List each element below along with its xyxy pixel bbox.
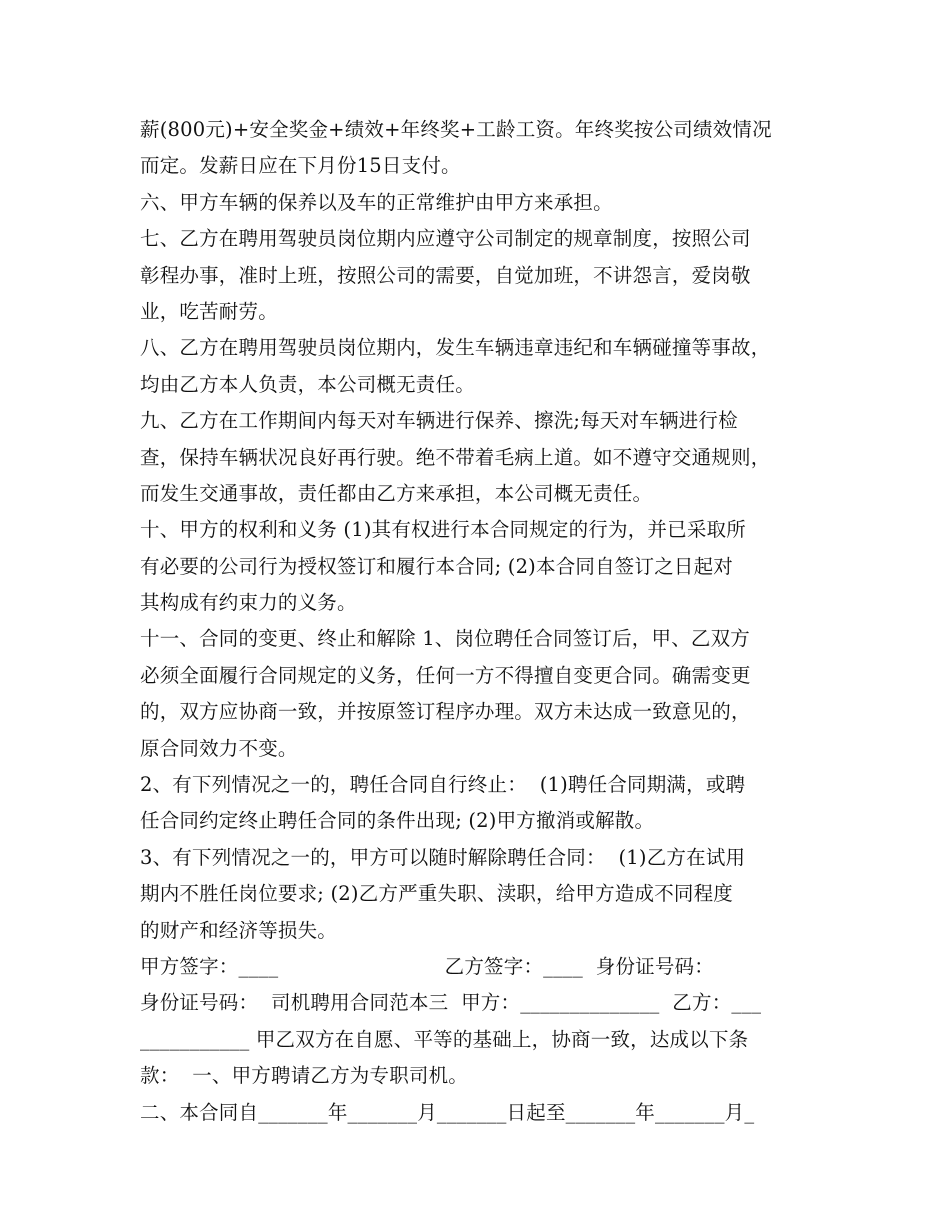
- text-line-26: ___________ 甲乙双方在自愿、平等的基础上，协商一致，达成以下条: [140, 1027, 749, 1051]
- text-line-8: 均由乙方本人负责，本公司概无责任。: [140, 372, 475, 396]
- text-line-13: 有必要的公司行为授权签订和履行本合同; (2)本合同自签订之日起对: [140, 554, 733, 578]
- text-line-16: 必须全面履行合同规定的义务，任何一方不得擅自变更合同。确需变更: [140, 663, 751, 687]
- text-line-20: 任合同约定终止聘任合同的条件出现; (2)甲方撤消或解散。: [140, 809, 655, 833]
- text-line-18: 原合同效力不变。: [140, 736, 298, 760]
- text-line-19: 2、有下列情况之一的，聘任合同自行终止： (1)聘任合同期满，或聘: [140, 773, 746, 797]
- text-line-7: 八、乙方在聘用驾驶员岗位期内，发生车辆违章违纪和车辆碰撞等事故，: [140, 336, 771, 360]
- signature-line: 甲方签字：____ 乙方签字：____ 身份证号码：: [140, 954, 714, 978]
- text-line-5: 彰程办事，准时上班，按照公司的需要，自觉加班，不讲怨言，爱岗敬: [140, 263, 751, 287]
- text-line-10: 查，保持车辆状况良好再行驶。绝不带着毛病上道。如不遵守交通规则，: [140, 445, 771, 469]
- text-line-9: 九、乙方在工作期间内每天对车辆进行保养、擦洗;每天对车辆进行检: [140, 409, 738, 433]
- text-line-17: 的，双方应协商一致，并按原签订程序办理。双方未达成一致意见的，: [140, 700, 751, 724]
- text-line-12: 十、甲方的权利和义务 (1)其有权进行本合同规定的行为，并已采取所: [140, 518, 746, 542]
- text-line-11: 而发生交通事故，责任都由乙方来承担，本公司概无责任。: [140, 481, 653, 505]
- text-line-2: 而定。发薪日应在下月份15日支付。: [140, 154, 461, 178]
- text-line-14: 其构成有约束力的义务。: [140, 591, 357, 615]
- text-line-4: 七、乙方在聘用驾驶员岗位期内应遵守公司制定的规章制度，按照公司: [140, 227, 751, 251]
- text-line-6: 业，吃苦耐劳。: [140, 299, 278, 323]
- text-line-23: 的财产和经济等损失。: [140, 918, 338, 942]
- id-number-line: 身份证号码： 司机聘用合同范本三 甲方：______________ 乙方：___: [140, 991, 762, 1015]
- text-line-3: 六、甲方车辆的保养以及车的正常维护由甲方来承担。: [140, 190, 613, 214]
- text-line-28: 二、本合同自_______年_______月_______日起至_______年_______月_: [140, 1100, 755, 1124]
- document-body: [140, 112, 830, 1131]
- text-line-22: 期内不胜任岗位要求; (2)乙方严重失职、渎职，给甲方造成不同程度: [140, 882, 733, 906]
- text-line-27: 款： 一、甲方聘请乙方为专职司机。: [140, 1064, 468, 1088]
- text-line-1: 薪(800元)+安全奖金+绩效+年终奖+工龄工资。年终奖按公司绩效情况: [140, 118, 772, 141]
- text-line-15: 十一、合同的变更、终止和解除 1、岗位聘任合同签订后，甲、乙双方: [140, 627, 751, 651]
- text-line-21: 3、有下列情况之一的，甲方可以随时解除聘任合同： (1)乙方在试用: [140, 845, 746, 869]
